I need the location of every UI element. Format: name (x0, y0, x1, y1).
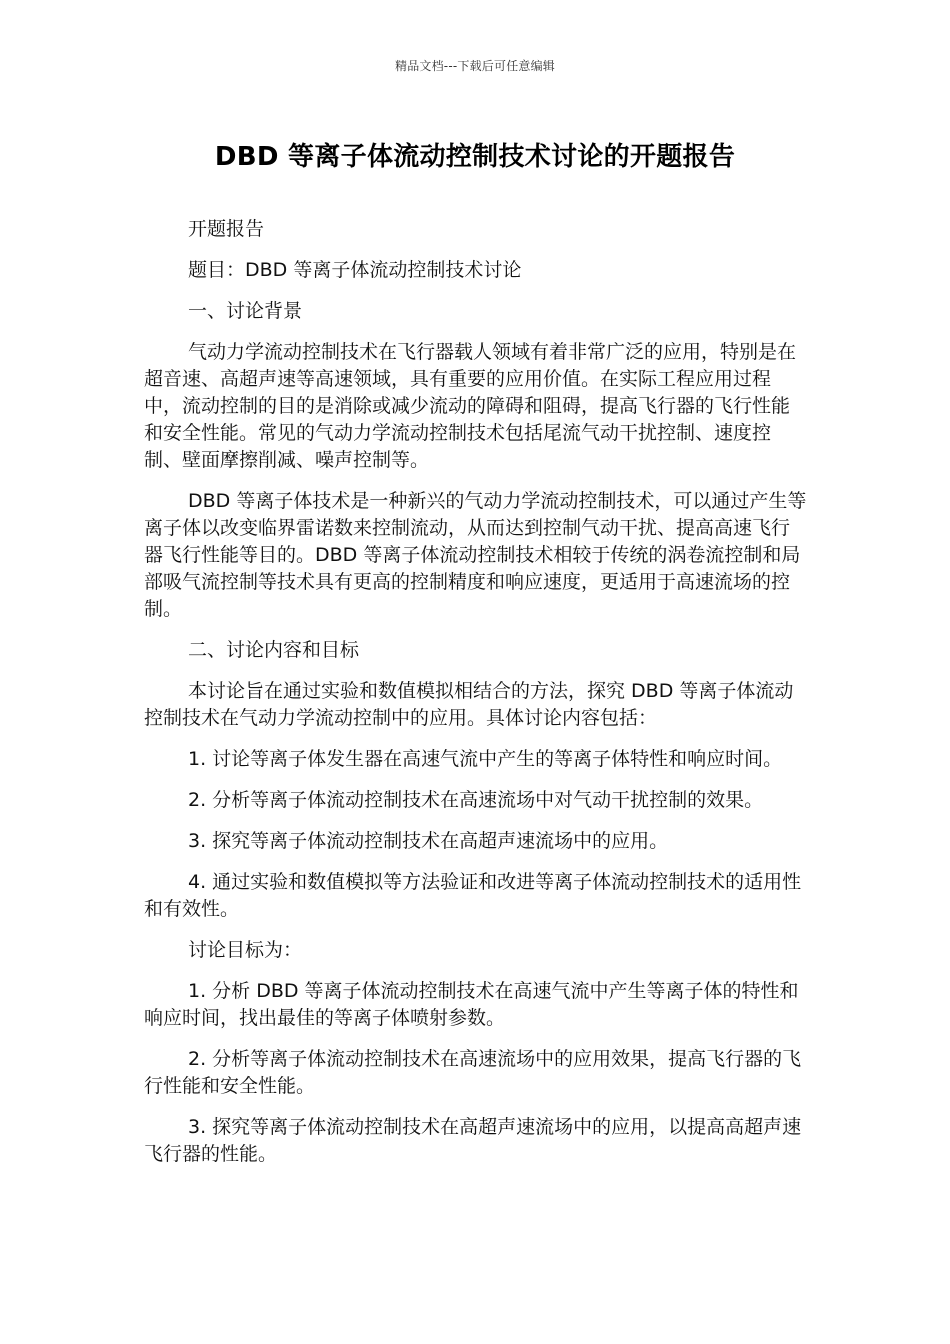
list-item-goal-2: 2. 分析等离子体流动控制技术在高速流场中的应用效果，提高飞行器的飞行性能和安全性能。 (144, 1048, 802, 1097)
section-heading-content-goals: 二、讨论内容和目标 (188, 639, 360, 661)
goals-label: 讨论目标为： (188, 939, 303, 961)
section-label-report: 开题报告 (188, 218, 265, 240)
header-note: 精品文档---下载后可任意编辑 (395, 59, 555, 73)
paragraph-background-2: DBD 等离子体技术是一种新兴的气动力学流动控制技术，可以通过产生等离子体以改变临界雷诺数来控制流动，从而达到控制气动干扰、提高高速飞行器飞行性能等目的。DBD 等离子体流动控制技术相较于传统的涡卷流控制和局部吸气流控制等技术具有更高的控制精度和响应速度，更适用于高速流场的控制。 (144, 490, 807, 620)
list-item-goal-1: 1. 分析 DBD 等离子体流动控制技术在高速气流中产生等离子体的特性和响应时间，找出最佳的等离子体喷射参数。 (144, 980, 799, 1029)
section-heading-background: 一、讨论背景 (188, 300, 303, 322)
list-item-content-4: 4. 通过实验和数值模拟等方法验证和改进等离子体流动控制技术的适用性和有效性。 (144, 871, 802, 920)
page-title: DBD 等离子体流动控制技术讨论的开题报告 (214, 142, 736, 172)
list-item-content-1: 1. 讨论等离子体发生器在高速气流中产生的等离子体特性和响应时间。 (188, 748, 783, 770)
list-item-content-2: 2. 分析等离子体流动控制技术在高速流场中对气动干扰控制的效果。 (188, 789, 764, 811)
paragraph-background-1: 气动力学流动控制技术在飞行器载人领域有着非常广泛的应用，特别是在超音速、高超声速等高速领域，具有重要的应用价值。在实际工程应用过程中，流动控制的目的是消除或减少流动的障碍和阻碍，提高飞行器的飞行性能和安全性能。常见的气动力学流动控制技术包括尾流气动干扰控制、速度控制、壁面摩擦削减、噪声控制等。 (144, 341, 797, 471)
document-body (144, 216, 808, 1182)
list-item-content-3: 3. 探究等离子体流动控制技术在高超声速流场中的应用。 (188, 830, 669, 852)
topic-line: 题目：DBD 等离子体流动控制技术讨论 (188, 259, 522, 281)
paragraph-content-intro: 本讨论旨在通过实验和数值模拟相结合的方法，探究 DBD 等离子体流动控制技术在气动力学流动控制中的应用。具体讨论内容包括： (144, 680, 794, 729)
list-item-goal-3: 3. 探究等离子体流动控制技术在高超声速流场中的应用，以提高高超声速飞行器的性能。 (144, 1116, 802, 1165)
